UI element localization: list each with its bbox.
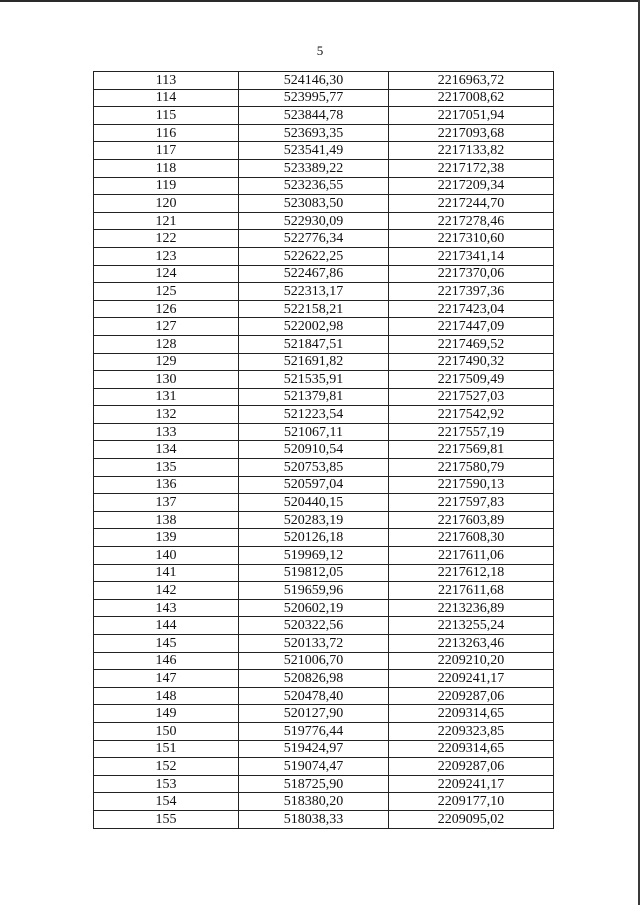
- table-row: [94, 230, 554, 248]
- y-coordinate-cell: 2217490,32: [389, 353, 554, 371]
- y-coordinate-cell: 2217542,92: [389, 406, 554, 424]
- point-number-cell: 137: [94, 494, 239, 512]
- x-coordinate-cell: 519659,96: [239, 582, 389, 600]
- table-row: [94, 705, 554, 723]
- x-coordinate-cell: 520826,98: [239, 670, 389, 688]
- point-number-cell: 113: [94, 72, 239, 90]
- point-number-cell: 125: [94, 283, 239, 301]
- y-coordinate-cell: 2217447,09: [389, 318, 554, 336]
- table-row: [94, 107, 554, 125]
- point-number-cell: 143: [94, 599, 239, 617]
- table-row: [94, 652, 554, 670]
- table-row: [94, 547, 554, 565]
- point-number-cell: 124: [94, 265, 239, 283]
- x-coordinate-cell: 522313,17: [239, 283, 389, 301]
- x-coordinate-cell: 521691,82: [239, 353, 389, 371]
- y-coordinate-cell: 2217278,46: [389, 212, 554, 230]
- y-coordinate-cell: 2217093,68: [389, 124, 554, 142]
- x-coordinate-cell: 521847,51: [239, 335, 389, 353]
- coordinates-table: [93, 71, 554, 829]
- table-row: [94, 441, 554, 459]
- y-coordinate-cell: 2217397,36: [389, 283, 554, 301]
- y-coordinate-cell: 2216963,72: [389, 72, 554, 90]
- x-coordinate-cell: 520126,18: [239, 529, 389, 547]
- y-coordinate-cell: 2217590,13: [389, 476, 554, 494]
- y-coordinate-cell: 2217527,03: [389, 388, 554, 406]
- y-coordinate-cell: 2209241,17: [389, 670, 554, 688]
- point-number-cell: 147: [94, 670, 239, 688]
- point-number-cell: 139: [94, 529, 239, 547]
- y-coordinate-cell: 2217597,83: [389, 494, 554, 512]
- point-number-cell: 126: [94, 300, 239, 318]
- y-coordinate-cell: 2217569,81: [389, 441, 554, 459]
- point-number-cell: 142: [94, 582, 239, 600]
- table-row: [94, 300, 554, 318]
- x-coordinate-cell: 524146,30: [239, 72, 389, 90]
- table-row: [94, 459, 554, 477]
- point-number-cell: 146: [94, 652, 239, 670]
- point-number-cell: 140: [94, 547, 239, 565]
- x-coordinate-cell: 522776,34: [239, 230, 389, 248]
- table-row: [94, 511, 554, 529]
- x-coordinate-cell: 520440,15: [239, 494, 389, 512]
- table-row: [94, 388, 554, 406]
- y-coordinate-cell: 2209314,65: [389, 705, 554, 723]
- x-coordinate-cell: 519812,05: [239, 564, 389, 582]
- table-row: [94, 247, 554, 265]
- point-number-cell: 129: [94, 353, 239, 371]
- table-row: [94, 318, 554, 336]
- x-coordinate-cell: 520602,19: [239, 599, 389, 617]
- point-number-cell: 150: [94, 722, 239, 740]
- y-coordinate-cell: 2217611,06: [389, 547, 554, 565]
- y-coordinate-cell: 2213263,46: [389, 635, 554, 653]
- table-row: [94, 740, 554, 758]
- x-coordinate-cell: 521006,70: [239, 652, 389, 670]
- point-number-cell: 116: [94, 124, 239, 142]
- point-number-cell: 134: [94, 441, 239, 459]
- y-coordinate-cell: 2209323,85: [389, 722, 554, 740]
- page-number: 5: [316, 43, 324, 58]
- point-number-cell: 114: [94, 89, 239, 107]
- point-number-cell: 136: [94, 476, 239, 494]
- x-coordinate-cell: 520322,56: [239, 617, 389, 635]
- table-row: [94, 635, 554, 653]
- point-number-cell: 128: [94, 335, 239, 353]
- point-number-cell: 115: [94, 107, 239, 125]
- table-row: [94, 617, 554, 635]
- y-coordinate-cell: 2209287,06: [389, 758, 554, 776]
- table-row: [94, 810, 554, 828]
- point-number-cell: 141: [94, 564, 239, 582]
- point-number-cell: 117: [94, 142, 239, 160]
- x-coordinate-cell: 523236,55: [239, 177, 389, 195]
- table-row: [94, 423, 554, 441]
- table-row: [94, 670, 554, 688]
- table-row: [94, 564, 554, 582]
- table-row: [94, 687, 554, 705]
- x-coordinate-cell: 523693,35: [239, 124, 389, 142]
- y-coordinate-cell: 2217209,34: [389, 177, 554, 195]
- y-coordinate-cell: 2217469,52: [389, 335, 554, 353]
- y-coordinate-cell: 2217608,30: [389, 529, 554, 547]
- x-coordinate-cell: 520283,19: [239, 511, 389, 529]
- table-row: [94, 758, 554, 776]
- x-coordinate-cell: 523389,22: [239, 159, 389, 177]
- x-coordinate-cell: 523995,77: [239, 89, 389, 107]
- table-row: [94, 72, 554, 90]
- table-row: [94, 124, 554, 142]
- y-coordinate-cell: 2209177,10: [389, 793, 554, 811]
- table-row: [94, 529, 554, 547]
- x-coordinate-cell: 519074,47: [239, 758, 389, 776]
- y-coordinate-cell: 2217244,70: [389, 195, 554, 213]
- x-coordinate-cell: 519776,44: [239, 722, 389, 740]
- y-coordinate-cell: 2209210,20: [389, 652, 554, 670]
- point-number-cell: 145: [94, 635, 239, 653]
- table-row: [94, 722, 554, 740]
- x-coordinate-cell: 522622,25: [239, 247, 389, 265]
- point-number-cell: 120: [94, 195, 239, 213]
- y-coordinate-cell: 2217133,82: [389, 142, 554, 160]
- table-row: [94, 159, 554, 177]
- point-number-cell: 153: [94, 775, 239, 793]
- table-row: [94, 793, 554, 811]
- point-number-cell: 144: [94, 617, 239, 635]
- y-coordinate-cell: 2217172,38: [389, 159, 554, 177]
- y-coordinate-cell: 2213255,24: [389, 617, 554, 635]
- point-number-cell: 151: [94, 740, 239, 758]
- x-coordinate-cell: 523083,50: [239, 195, 389, 213]
- x-coordinate-cell: 521379,81: [239, 388, 389, 406]
- x-coordinate-cell: 520478,40: [239, 687, 389, 705]
- y-coordinate-cell: 2217509,49: [389, 371, 554, 389]
- y-coordinate-cell: 2217051,94: [389, 107, 554, 125]
- table-row: [94, 599, 554, 617]
- point-number-cell: 148: [94, 687, 239, 705]
- table-row: [94, 353, 554, 371]
- point-number-cell: 121: [94, 212, 239, 230]
- y-coordinate-cell: 2217580,79: [389, 459, 554, 477]
- x-coordinate-cell: 522467,86: [239, 265, 389, 283]
- y-coordinate-cell: 2217557,19: [389, 423, 554, 441]
- point-number-cell: 132: [94, 406, 239, 424]
- point-number-cell: 131: [94, 388, 239, 406]
- x-coordinate-cell: 520910,54: [239, 441, 389, 459]
- x-coordinate-cell: 518725,90: [239, 775, 389, 793]
- table-row: [94, 265, 554, 283]
- y-coordinate-cell: 2209241,17: [389, 775, 554, 793]
- y-coordinate-cell: 2209095,02: [389, 810, 554, 828]
- table-row: [94, 476, 554, 494]
- page-edge-top: [0, 0, 640, 2]
- table-row: [94, 582, 554, 600]
- y-coordinate-cell: 2217370,06: [389, 265, 554, 283]
- point-number-cell: 122: [94, 230, 239, 248]
- table-row: [94, 195, 554, 213]
- x-coordinate-cell: 518038,33: [239, 810, 389, 828]
- point-number-cell: 155: [94, 810, 239, 828]
- y-coordinate-cell: 2217310,60: [389, 230, 554, 248]
- x-coordinate-cell: 520133,72: [239, 635, 389, 653]
- table-row: [94, 775, 554, 793]
- y-coordinate-cell: 2217423,04: [389, 300, 554, 318]
- table-row: [94, 371, 554, 389]
- point-number-cell: 152: [94, 758, 239, 776]
- point-number-cell: 138: [94, 511, 239, 529]
- y-coordinate-cell: 2213236,89: [389, 599, 554, 617]
- x-coordinate-cell: 521067,11: [239, 423, 389, 441]
- x-coordinate-cell: 520597,04: [239, 476, 389, 494]
- x-coordinate-cell: 518380,20: [239, 793, 389, 811]
- table-row: [94, 406, 554, 424]
- x-coordinate-cell: 523541,49: [239, 142, 389, 160]
- x-coordinate-cell: 523844,78: [239, 107, 389, 125]
- table-row: [94, 212, 554, 230]
- point-number-cell: 123: [94, 247, 239, 265]
- y-coordinate-cell: 2217612,18: [389, 564, 554, 582]
- x-coordinate-cell: 522930,09: [239, 212, 389, 230]
- table-row: [94, 494, 554, 512]
- y-coordinate-cell: 2209287,06: [389, 687, 554, 705]
- coordinates-table-body: [94, 72, 554, 829]
- y-coordinate-cell: 2217611,68: [389, 582, 554, 600]
- y-coordinate-cell: 2209314,65: [389, 740, 554, 758]
- x-coordinate-cell: 522158,21: [239, 300, 389, 318]
- x-coordinate-cell: 520127,90: [239, 705, 389, 723]
- table-row: [94, 177, 554, 195]
- point-number-cell: 135: [94, 459, 239, 477]
- table-row: [94, 89, 554, 107]
- table-row: [94, 283, 554, 301]
- point-number-cell: 130: [94, 371, 239, 389]
- point-number-cell: 133: [94, 423, 239, 441]
- x-coordinate-cell: 520753,85: [239, 459, 389, 477]
- point-number-cell: 119: [94, 177, 239, 195]
- x-coordinate-cell: 521535,91: [239, 371, 389, 389]
- y-coordinate-cell: 2217008,62: [389, 89, 554, 107]
- x-coordinate-cell: 521223,54: [239, 406, 389, 424]
- table-row: [94, 142, 554, 160]
- table-row: [94, 335, 554, 353]
- point-number-cell: 149: [94, 705, 239, 723]
- y-coordinate-cell: 2217603,89: [389, 511, 554, 529]
- x-coordinate-cell: 519424,97: [239, 740, 389, 758]
- point-number-cell: 154: [94, 793, 239, 811]
- point-number-cell: 127: [94, 318, 239, 336]
- y-coordinate-cell: 2217341,14: [389, 247, 554, 265]
- x-coordinate-cell: 519969,12: [239, 547, 389, 565]
- x-coordinate-cell: 522002,98: [239, 318, 389, 336]
- point-number-cell: 118: [94, 159, 239, 177]
